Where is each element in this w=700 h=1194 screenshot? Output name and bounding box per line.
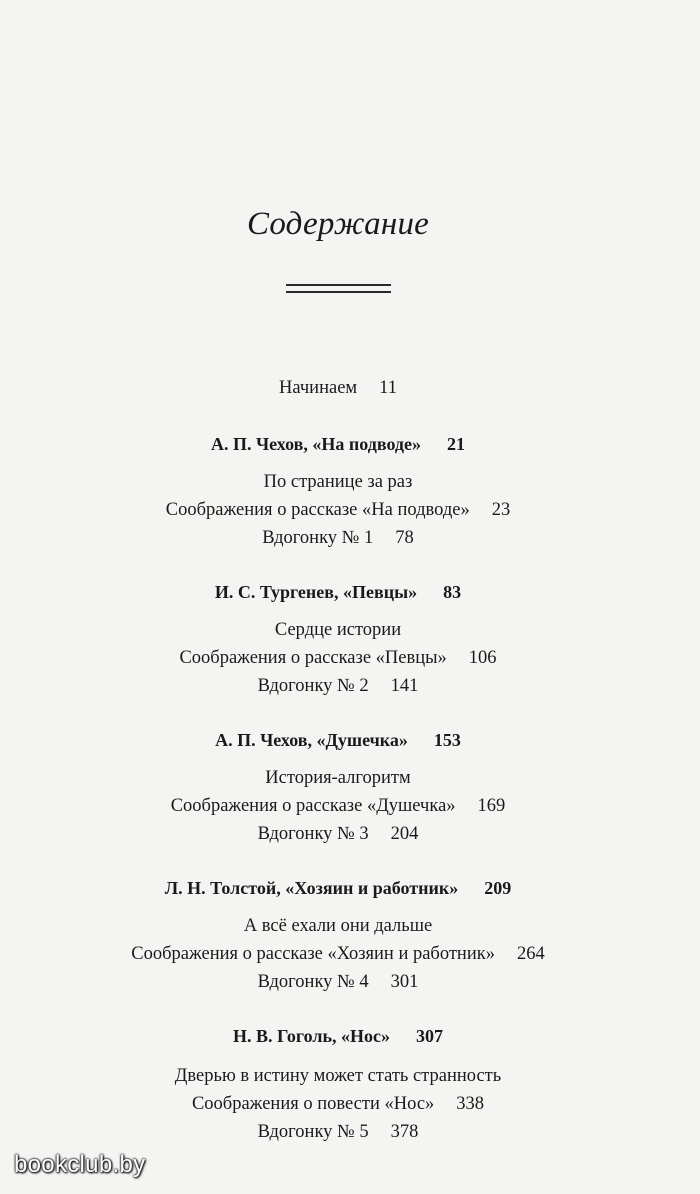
toc-section-heading: И. С. Тургенев, «Певцы» 83: [214, 582, 462, 602]
toc-entry: Дверью в истину может стать странность: [174, 1066, 502, 1086]
toc-section-heading: А. П. Чехов, «На подводе» 21: [210, 434, 466, 454]
toc-entry: Вдогонку № 2 141: [257, 676, 419, 696]
title-rule-top: [286, 284, 391, 286]
toc-entry: Соображения о повести «Нос» 338: [191, 1094, 485, 1114]
toc-entry: Начинаем 11: [279, 378, 397, 398]
toc-entry: Соображения о рассказе «Хозяин и работник» 264: [131, 944, 545, 964]
page-title: Содержание: [246, 206, 429, 242]
toc-entry: Вдогонку № 4 301: [257, 972, 419, 992]
toc-entry: История-алгоритм: [265, 768, 411, 788]
toc-entry: Вдогонку № 1 78: [262, 528, 414, 548]
toc-entry: Вдогонку № 3 204: [257, 824, 419, 844]
toc-entry: А всё ехали они дальше: [243, 916, 433, 936]
toc-entry: Соображения о рассказе «На подводе» 23: [165, 500, 511, 520]
toc-section-heading: Н. В. Гоголь, «Нос» 307: [233, 1026, 443, 1046]
toc-entry: Соображения о рассказе «Певцы» 106: [179, 648, 497, 668]
toc-entry: Соображения о рассказе «Душечка» 169: [170, 796, 506, 816]
toc-section-heading: А. П. Чехов, «Душечка» 153: [215, 730, 461, 750]
toc-entry: Вдогонку № 5 378: [257, 1122, 419, 1142]
toc-entry: Сердце истории: [274, 620, 402, 640]
toc-entry: По странице за раз: [263, 472, 413, 492]
title-rule-bottom: [286, 291, 391, 293]
toc-section-heading: Л. Н. Толстой, «Хозяин и работник» 209: [164, 878, 512, 898]
site-watermark: bookclub.by: [14, 1151, 146, 1178]
